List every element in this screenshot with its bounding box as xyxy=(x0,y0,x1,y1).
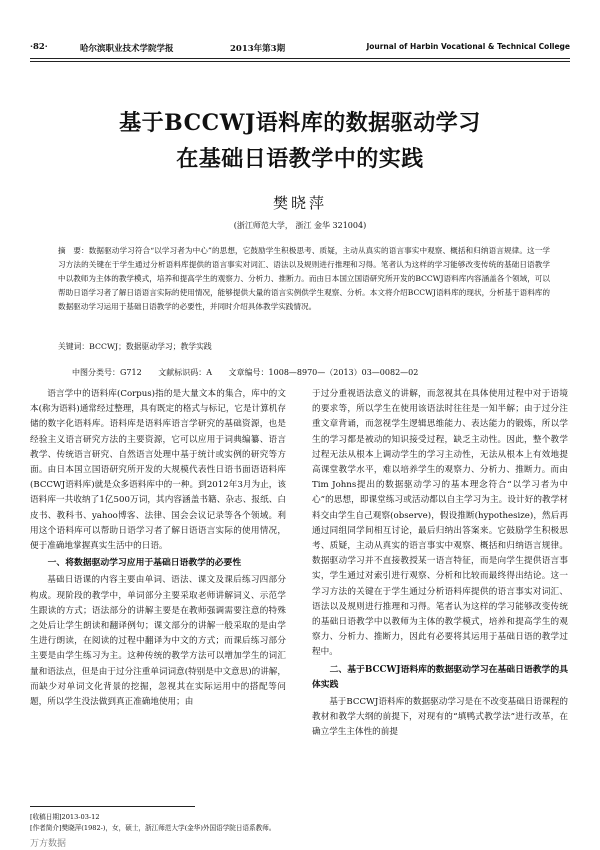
body-paragraph: 基于BCCWJ语料库的数据驱动学习是在不改变基础日语课程的教材和教学大纲的前提下，对现有的“填鸭式教学法”进行改革，在确立学生主体性的前提 xyxy=(312,697,568,738)
watermark: 万方数据 xyxy=(30,839,67,849)
document-code: 文献标识码：A xyxy=(158,368,212,377)
author-name: 樊晓萍 xyxy=(272,194,327,212)
body-column-left xyxy=(30,387,286,710)
journal-name-cn: 哈尔滨职业技术学院学报 xyxy=(80,44,174,54)
title-line-1: 基于BCCWJ语料库的数据驱动学习 xyxy=(119,110,481,136)
title-line-2: 在基础日语教学中的实践 xyxy=(176,146,424,172)
header-rule xyxy=(30,58,570,59)
body-paragraph: 于过分重视语法意义的讲解，而忽视其在具体使用过程中对于语境的要求等，所以学生在使用该语法时往往是一知半解；由于过分注重文章背诵，而忽视学生逻辑思维能力、表达能力的锻炼，所以学生的学习都是被动的知识接受过程，缺乏主动性。因此，整个教学过程无法从根本上调动学生的学习主动性，无法从根本上有效地提高课堂教学水平，难以培养学生的观察力、分析力、推断力。而由Tim Johns提出的数据驱动学习的基本理念符合“以学习者为中心”的思想，即课堂练习或活动都以自主学习为主。设计好的教学材料交由学生自己观察(observe)，假设推断(hypothesize)，然后再通过同组同学间相互讨论，最后归纳出答案来。它鼓励学生积极思考、质疑，主动从真实的语言事实中观察、概括和归纳语言规律。数据驱动学习并不直接教授某一语言特征，而是向学生提供语言事实，学生通过对索引进行观察、分析和比较而最终得出结论。这一学习方法的关键在于学生通过分析语料库提供的语言事实对词汇、语法以及规则进行推理和习得。笔者认为这样的学习能够改变传统的基础日语教学中以教师为主体的教学模式，培养和提高学生的观察力、分析力、推断力，因此有必要将其运用于基础日语的教学过程中。 xyxy=(312,389,568,658)
footnote-author-bio: [作者简介]樊晓萍(1982-)，女，硕士，浙江师范大学(金华)外国语学院日语系教师。 xyxy=(30,824,276,832)
body-column-right xyxy=(312,387,568,741)
journal-name-en: Journal of Harbin Vocational & Technical College xyxy=(366,42,570,51)
section-heading: 二、基于BCCWJ语料库的数据驱动学习在基础日语教学的具体实践 xyxy=(312,664,568,690)
footnote-received: [收稿日期]2013-03-12 xyxy=(30,813,100,821)
running-header xyxy=(30,42,570,56)
classification-line xyxy=(72,367,552,378)
body-paragraph: 语言学中的语料库(Corpus)指的是大量文本的集合，库中的文本(称为语料)通常经过整理，具有既定的格式与标记，它是计算机存储的数字化语料库。语料库是语料库语言学研究的基础资源，也是经验主义语言研究方法的主要资源，它可以应用于词典编纂、语言教学、传统语言研究、自然语言处理中基于统计或实例的研究等方面。由日本国立国语研究所开发的大规模代表性日语书面语语料库(BCCWJ语料库)就是众多语料库中的一种。到2012年3月为止，该语料库一共收纳了1亿500万词，其内容涵盖书籍、杂志、报纸、白皮书、教科书、yahoo博客、法律、国会会议记录等各个领域。利用这个语料库可以帮助日语学习者了解日语语言实际的使用情况，便于准确地掌握真实生活中的日语。 xyxy=(30,389,286,552)
clc-number: 中图分类号：G712 xyxy=(72,368,142,377)
section-heading: 一、将数据驱动学习应用于基础日语教学的必要性 xyxy=(47,558,242,569)
issue-label: 2013年第3期 xyxy=(230,44,286,54)
author-affiliation: (浙江师范大学， 浙江 金华 321004) xyxy=(233,221,367,230)
page-number: ·82· xyxy=(30,42,48,52)
article-number: 文章编号：1008—8970—（2013）03—0082—02 xyxy=(228,368,419,377)
footnote-rule xyxy=(30,806,195,807)
keywords: 关键词：BCCWJ；数据驱动学习；教学实践 xyxy=(58,342,212,351)
header-rule-thin xyxy=(30,61,570,62)
abstract: 摘 要：数据驱动学习符合“以学习者为中心”的思想，它鼓励学生积极思考、质疑，主动从真实的语言事实中观察、概括和归纳语言规律。这一学习方法的关键在于学生通过分析语料库提供的语言事实对词汇、语法以及规则进行推理和习得。笔者认为这样的学习能够改变传统的基础日语教学中以教师为主体的教学模式，培养和提高学生的观察力、分析力、推断力。而由日本国立国语研究所开发的BCCWJ语料库内容涵盖各个领域，可以帮助日语学习者了解日语语言实际的使用情况，能够提供大量的语言实例供学生观察、分析。本文将介绍BCCWJ语料库的现状，分析基于语料库的数据驱动学习运用于基础日语教学的必要性，并同时介绍具体教学实践情况。 xyxy=(58,246,550,311)
body-paragraph: 基础日语课的内容主要由单词、语法、课文及课后练习四部分构成。现阶段的教学中，单词部分主要采取老师讲解词义、示范学生跟读的方式；语法部分的讲解主要是在教师强调需要注意的特殊之处后让学生朗读和翻译例句；课文部分的讲解一般采取的是由学生进行朗读，在阅读的过程中翻译为中文的方式；而课后练习部分主要是由学生练习为主。这种传统的教学方法可以增加学生的词汇量和语法点，但是由于过分注重单词词意(特别是中文意思)的讲解，而缺少对单词文化背景的挖掘，忽视其在实际运用中的搭配等问题，所以学生没法做到真正准确地使用；由 xyxy=(30,575,286,708)
